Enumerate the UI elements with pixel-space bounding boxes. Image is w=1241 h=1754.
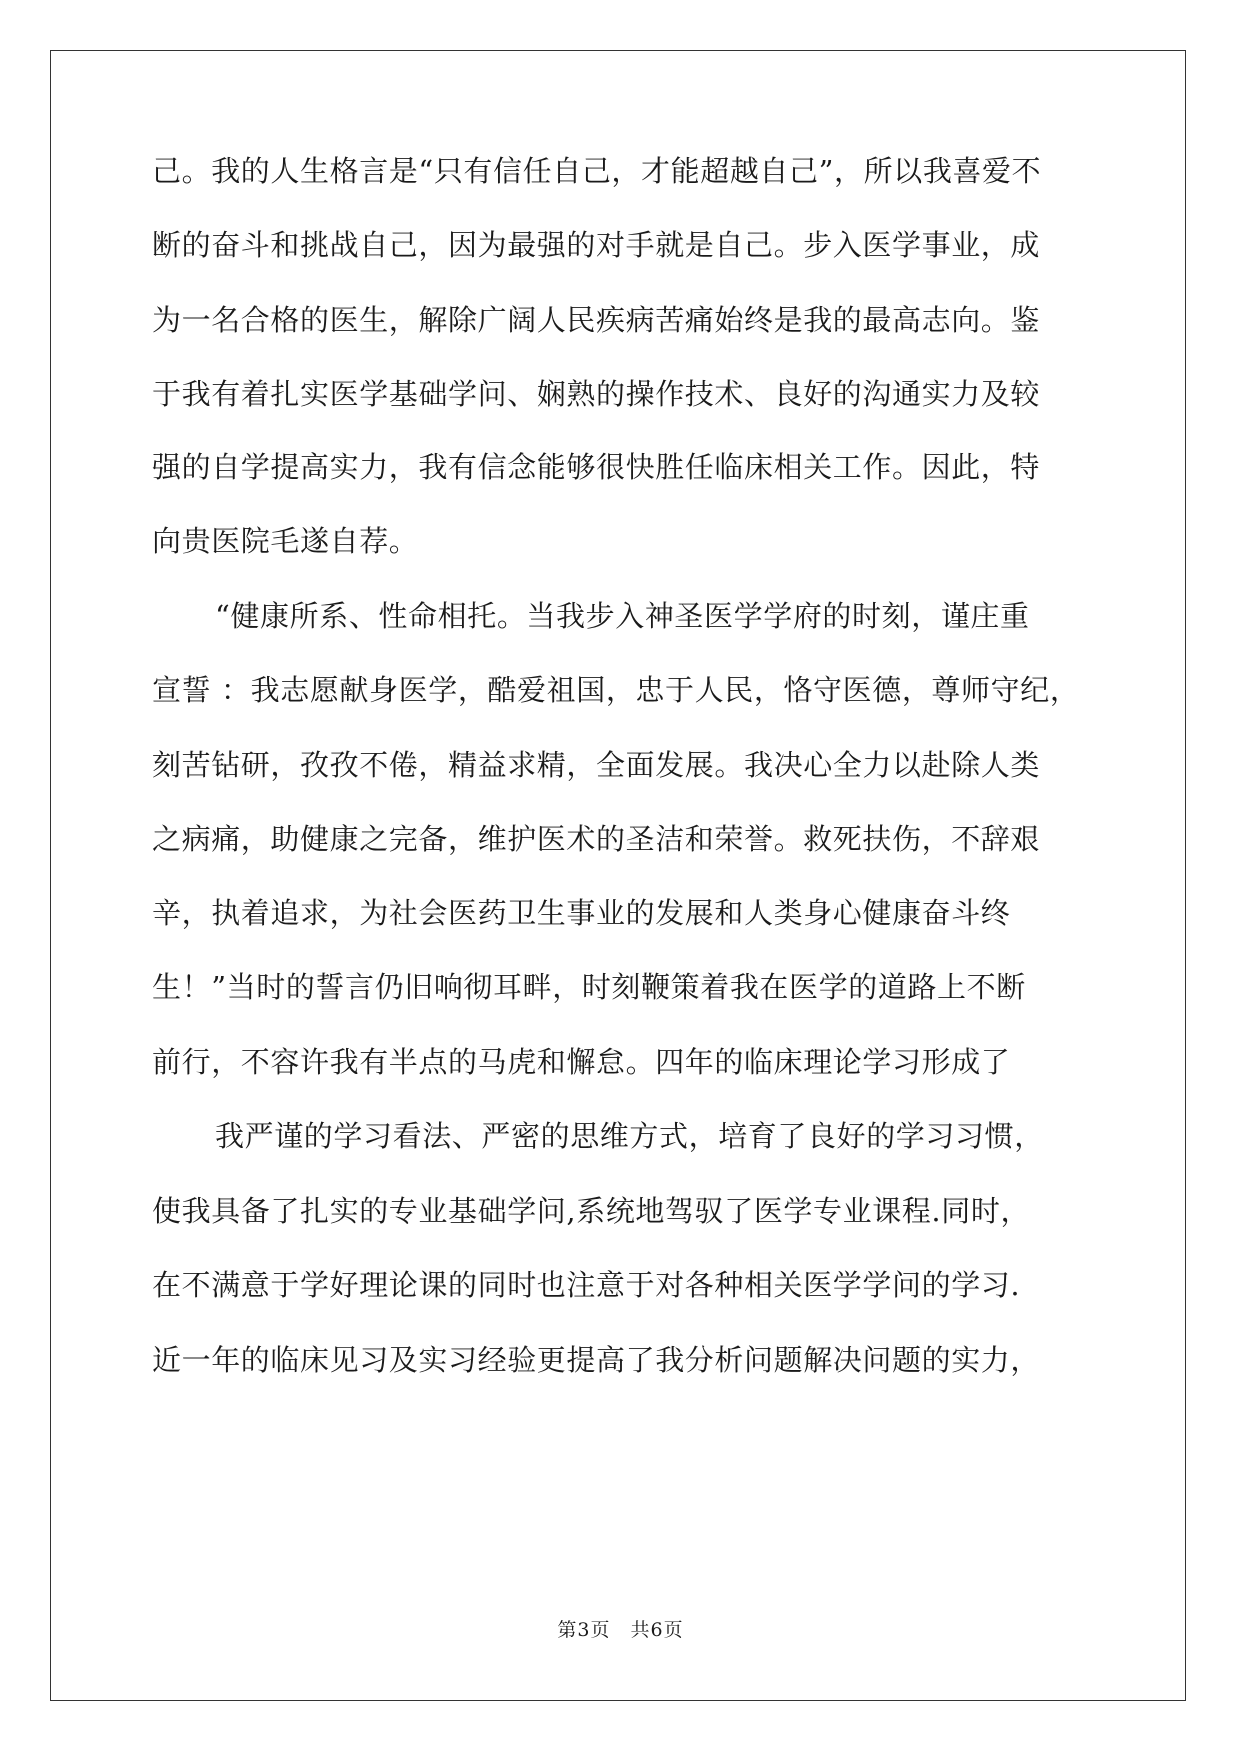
page-number-footer: 第3页 共6页 xyxy=(557,1619,684,1641)
paragraph-1-line-1: 己。我的人生格言是“只有信任自己，才能超越自己”，所以我喜爱不 xyxy=(152,154,1042,188)
page-border xyxy=(50,50,1186,1701)
paragraph-3-line-3: 在不满意于学好理论课的同时也注意于对各种相关医学学问的学习. xyxy=(152,1268,1021,1302)
paragraph-3-line-2: 使我具备了扎实的专业基础学问,系统地驾驭了医学专业课程.同时， xyxy=(152,1194,1031,1228)
paragraph-2-line-4: 之病痛，助健康之完备，维护医术的圣洁和荣誉。救死扶伤，不辞艰 xyxy=(152,822,1041,856)
paragraph-3-line-1: 我严谨的学习看法、严密的思维方式，培育了良好的学习习惯， xyxy=(215,1119,1044,1153)
paragraph-1-line-2: 断的奋斗和挑战自己，因为最强的对手就是自己。步入医学事业，成 xyxy=(152,228,1041,262)
paragraph-2-line-2: 宣誓 ：我志愿献身医学，酷爱祖国，忠于人民，恪守医德，尊师守纪， xyxy=(152,673,1080,707)
paragraph-1-line-3: 为一名合格的医生，解除广阔人民疾病苦痛始终是我的最高志向。鉴 xyxy=(152,303,1041,337)
paragraph-2-line-5: 辛，执着追求，为社会医药卫生事业的发展和人类身心健康奋斗终 xyxy=(152,896,1011,930)
paragraph-3-line-4: 近一年的临床见习及实习经验更提高了我分析问题解决问题的实力， xyxy=(152,1343,1041,1377)
paragraph-2-line-3: 刻苦钻研，孜孜不倦，精益求精，全面发展。我决心全力以赴除人类 xyxy=(152,748,1041,782)
paragraph-2-line-6: 生！”当时的誓言仍旧响彻耳畔，时刻鞭策着我在医学的道路上不断 xyxy=(152,970,1026,1004)
paragraph-2-line-1: “健康所系、性命相托。当我步入神圣医学学府的时刻，谨庄重 xyxy=(215,599,1030,633)
paragraph-1-line-5: 强的自学提高实力，我有信念能够很快胜任临床相关工作。因此，特 xyxy=(152,450,1041,484)
paragraph-1-line-6: 向贵医院毛遂自荐。 xyxy=(152,524,419,558)
paragraph-2-line-7: 前行，不容许我有半点的马虎和懈怠。四年的临床理论学习形成了 xyxy=(152,1045,1011,1079)
paragraph-1-line-4: 于我有着扎实医学基础学问、娴熟的操作技术、良好的沟通实力及较 xyxy=(152,377,1041,411)
